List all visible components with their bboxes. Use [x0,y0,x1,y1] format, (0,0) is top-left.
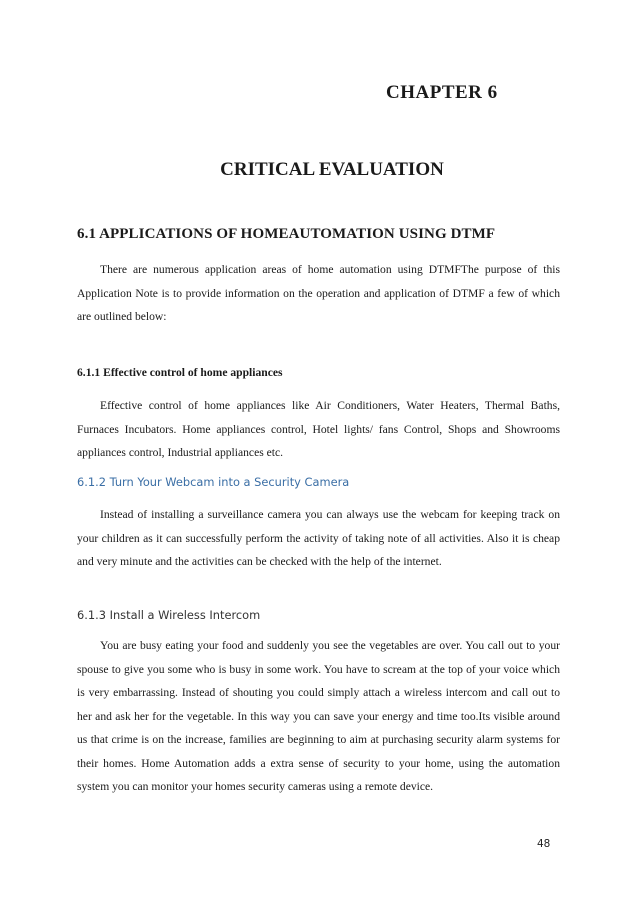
subsection-heading-intercom: 6.1.3 Install a Wireless Intercom [77,608,261,622]
section-intro-paragraph: There are numerous application areas of home automation using DTMFThe purpose of this Application Note is to provide information on the operation and application of DTMF a few of which are outlined below: [77,263,560,323]
chapter-label: CHAPTER 6 [386,82,498,103]
subsection-paragraph-webcam: Instead of installing a surveillance camera you can always use the webcam for keeping track on your children as it can successfully perform the activity of taking note of all activities. Also it is cheap and very minute and the activities can be checked with the help of the internet. [77,508,560,568]
subsection-heading-effective-control: 6.1.1 Effective control of home appliances [77,366,283,379]
subsection-heading-webcam: 6.1.2 Turn Your Webcam into a Security Camera [77,475,350,489]
section-heading: 6.1 APPLICATIONS OF HOMEAUTOMATION USING DTMF [77,226,496,242]
page-number: 48 [537,838,551,850]
subsection-paragraph-intercom: You are busy eating your food and suddenly you see the vegetables are over. You call out to your spouse to give you some who is busy in some work. You have to scream at the top of your voice which is very embarrassing. Instead of shouting you could simply attach a wireless intercom and call out to her and ask her for the vegetable. In this way you can save your energy and time too.Its visible around us that crime is on the increase, families are beginning to aim at purchasing security alarm systems for their homes. Home Automation adds a extra sense of security to your home, using the automation system you can monitor your homes security cameras using a remote device. [77,639,560,793]
chapter-title: CRITICAL EVALUATION [220,159,444,180]
subsection-paragraph-effective-control: Effective control of home appliances like Air Conditioners, Water Heaters, Thermal Baths, Furnaces Incubators. Home appliances control, Hotel lights/ fans Control, Shops and Showrooms appliances control, Industrial appliances etc. [77,399,560,459]
